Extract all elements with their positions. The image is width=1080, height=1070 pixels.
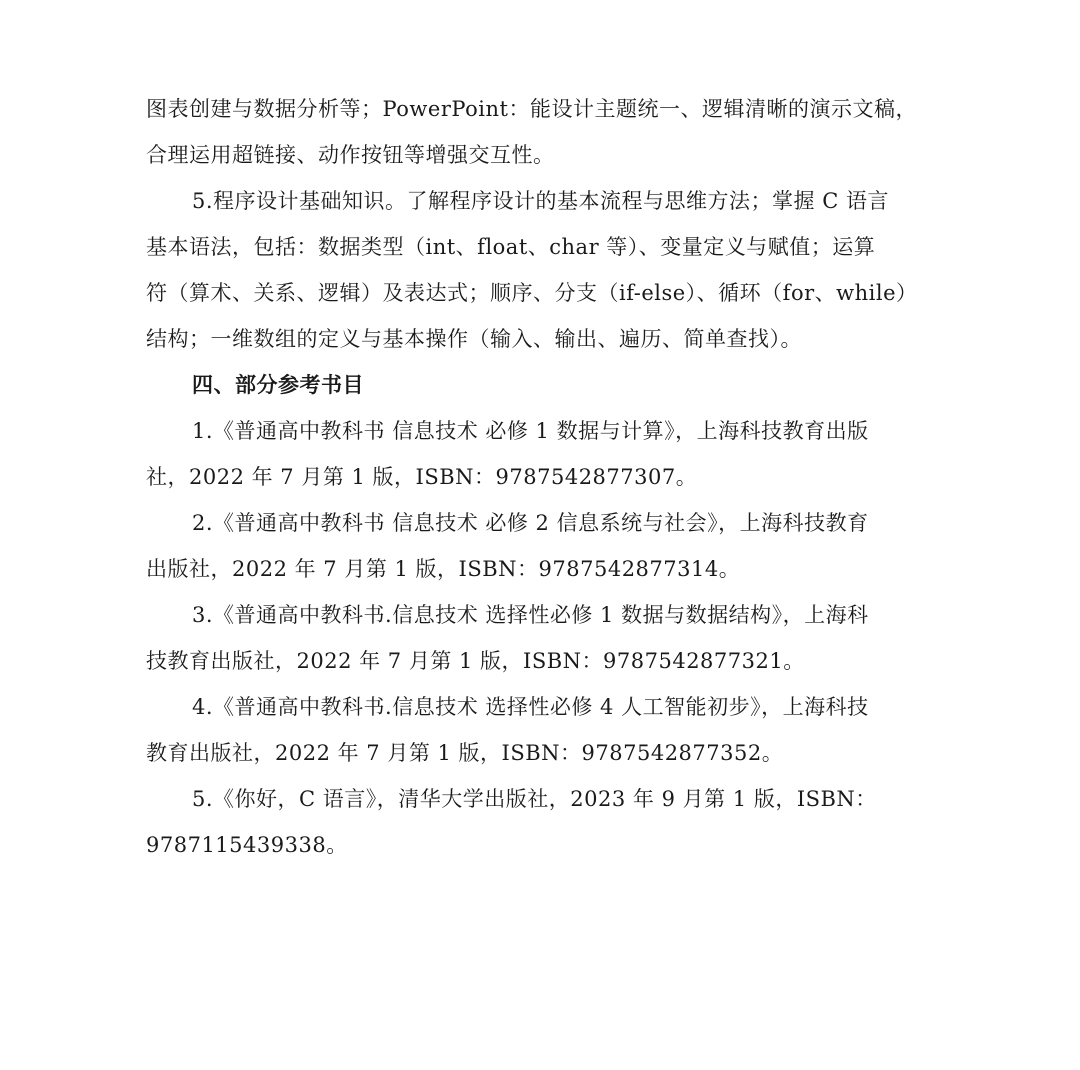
reference-5-line-1: 5.《你好，C 语言》，清华大学出版社，2023 年 9 月第 1 版，ISBN： — [192, 787, 877, 811]
reference-4-line-1: 4.《普通高中教科书.信息技术 选择性必修 4 人工智能初步》，上海科技 — [192, 695, 869, 719]
reference-1-line-2: 社，2022 年 7 月第 1 版，ISBN：9787542877307。 — [146, 465, 698, 489]
text-line-4: 基本语法，包括：数据类型（int、float、char 等）、变量定义与赋值；运算 — [146, 235, 876, 259]
reference-5-line-2: 9787115439338。 — [146, 833, 348, 857]
reference-3-line-2: 技教育出版社，2022 年 7 月第 1 版，ISBN：9787542877321。 — [146, 649, 805, 673]
reference-3-line-1: 3.《普通高中教科书.信息技术 选择性必修 1 数据与数据结构》，上海科 — [192, 603, 869, 627]
text-line-2: 合理运用超链接、动作按钮等增强交互性。 — [146, 143, 555, 167]
reference-4-line-2: 教育出版社，2022 年 7 月第 1 版，ISBN：9787542877352。 — [146, 741, 784, 765]
text-line-1: 图表创建与数据分析等；PowerPoint：能设计主题统一、逻辑清晰的演示文稿， — [146, 97, 917, 121]
section-heading: 四、部分参考书目 — [192, 372, 364, 397]
reference-1-line-1: 1.《普通高中教科书 信息技术 必修 1 数据与计算》，上海科技教育出版 — [192, 419, 869, 443]
text-line-5: 符（算术、关系、逻辑）及表达式；顺序、分支（if-else）、循环（for、while） — [146, 281, 918, 305]
text-line-6: 结构；一维数组的定义与基本操作（输入、输出、遍历、简单查找）。 — [146, 327, 802, 351]
document-body — [146, 86, 946, 868]
reference-2-line-1: 2.《普通高中教科书 信息技术 必修 2 信息系统与社会》，上海科技教育 — [192, 511, 869, 535]
text-line-3: 5.程序设计基础知识。了解程序设计的基本流程与思维方法；掌握 C 语言 — [192, 189, 889, 213]
reference-2-line-2: 出版社，2022 年 7 月第 1 版，ISBN：9787542877314。 — [146, 557, 741, 581]
